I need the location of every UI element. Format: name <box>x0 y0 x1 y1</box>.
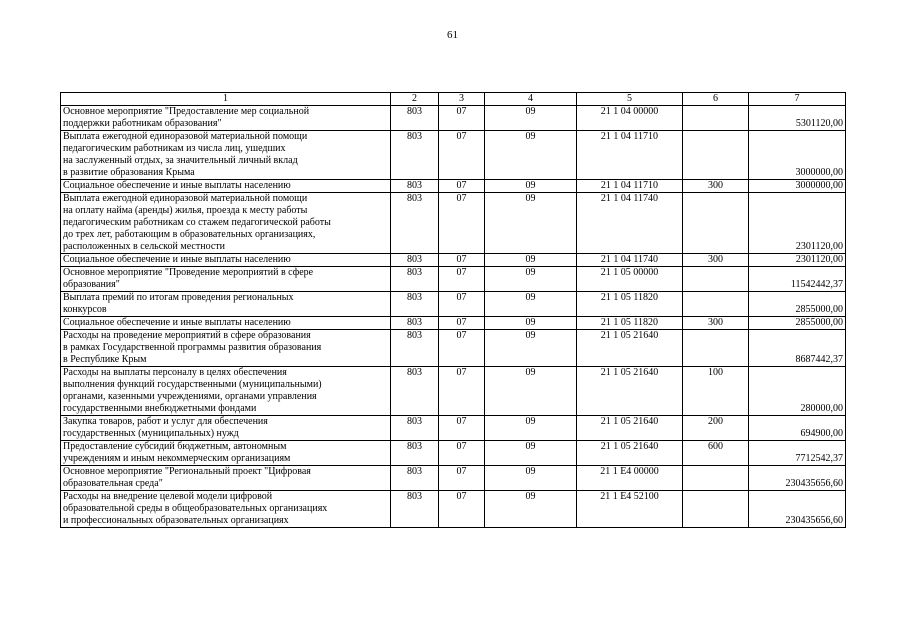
table-row <box>61 491 846 528</box>
row-description: Выплата премий по итогам проведения региональных конкурсов <box>61 292 391 317</box>
amount: 2301120,00 <box>749 193 846 254</box>
expense-type-code <box>683 466 749 491</box>
target-article-code: 21 1 04 11740 <box>577 193 683 254</box>
table-row <box>61 106 846 131</box>
section-code: 07 <box>439 106 485 131</box>
ministry-code: 803 <box>391 367 439 416</box>
header-row <box>61 93 846 106</box>
table-row <box>61 367 846 416</box>
row-description: Предоставление субсидий бюджетным, автономным учреждениям и иным некоммерческим организациям <box>61 441 391 466</box>
expense-type-code <box>683 267 749 292</box>
header-cell: 5 <box>577 93 683 106</box>
ministry-code: 803 <box>391 416 439 441</box>
expense-type-code <box>683 292 749 317</box>
amount: 280000,00 <box>749 367 846 416</box>
table-row <box>61 254 846 267</box>
target-article-code: 21 1 05 21640 <box>577 367 683 416</box>
subsection-code: 09 <box>485 491 577 528</box>
expense-type-code: 600 <box>683 441 749 466</box>
row-description: Основное мероприятие "Предоставление мер социальной поддержки работникам образования" <box>61 106 391 131</box>
header-cell: 2 <box>391 93 439 106</box>
section-code: 07 <box>439 292 485 317</box>
target-article-code: 21 1 05 11820 <box>577 317 683 330</box>
expense-type-code <box>683 131 749 180</box>
target-article-code: 21 1 04 11740 <box>577 254 683 267</box>
header-cell: 7 <box>749 93 846 106</box>
target-article-code: 21 1 E4 52100 <box>577 491 683 528</box>
row-description: Основное мероприятие "Проведение мероприятий в сфере образования" <box>61 267 391 292</box>
section-code: 07 <box>439 330 485 367</box>
table-row <box>61 416 846 441</box>
section-code: 07 <box>439 416 485 441</box>
subsection-code: 09 <box>485 254 577 267</box>
target-article-code: 21 1 04 00000 <box>577 106 683 131</box>
target-article-code: 21 1 04 11710 <box>577 180 683 193</box>
amount: 2301120,00 <box>749 254 846 267</box>
table-row <box>61 131 846 180</box>
table-row <box>61 317 846 330</box>
row-description: Закупка товаров, работ и услуг для обеспечения государственных (муниципальных) нужд <box>61 416 391 441</box>
amount: 5301120,00 <box>749 106 846 131</box>
amount: 2855000,00 <box>749 317 846 330</box>
page-number: 61 <box>447 29 458 41</box>
expense-type-code <box>683 491 749 528</box>
amount: 3000000,00 <box>749 131 846 180</box>
row-description: Расходы на внедрение целевой модели цифровой образовательной среды в общеобразовательных организациях и профессиональных образовательных организациях <box>61 491 391 528</box>
section-code: 07 <box>439 491 485 528</box>
target-article-code: 21 1 05 21640 <box>577 441 683 466</box>
ministry-code: 803 <box>391 131 439 180</box>
section-code: 07 <box>439 131 485 180</box>
section-code: 07 <box>439 193 485 254</box>
amount: 2855000,00 <box>749 292 846 317</box>
table-row <box>61 292 846 317</box>
section-code: 07 <box>439 254 485 267</box>
subsection-code: 09 <box>485 267 577 292</box>
subsection-code: 09 <box>485 416 577 441</box>
row-description: Расходы на проведение мероприятий в сфере образования в рамках Государственной программы развития образования в Республике Крым <box>61 330 391 367</box>
table-row <box>61 193 846 254</box>
table-row <box>61 441 846 466</box>
table-body <box>61 93 846 528</box>
subsection-code: 09 <box>485 193 577 254</box>
ministry-code: 803 <box>391 491 439 528</box>
target-article-code: 21 1 05 00000 <box>577 267 683 292</box>
section-code: 07 <box>439 317 485 330</box>
section-code: 07 <box>439 466 485 491</box>
expense-type-code: 300 <box>683 317 749 330</box>
amount: 230435656,60 <box>749 491 846 528</box>
subsection-code: 09 <box>485 441 577 466</box>
ministry-code: 803 <box>391 106 439 131</box>
expense-type-code: 300 <box>683 254 749 267</box>
table-row <box>61 466 846 491</box>
ministry-code: 803 <box>391 193 439 254</box>
ministry-code: 803 <box>391 267 439 292</box>
amount: 230435656,60 <box>749 466 846 491</box>
header-cell: 1 <box>61 93 391 106</box>
ministry-code: 803 <box>391 466 439 491</box>
amount: 8687442,37 <box>749 330 846 367</box>
subsection-code: 09 <box>485 330 577 367</box>
subsection-code: 09 <box>485 131 577 180</box>
expense-type-code: 300 <box>683 180 749 193</box>
expense-type-code <box>683 106 749 131</box>
target-article-code: 21 1 05 11820 <box>577 292 683 317</box>
header-cell: 6 <box>683 93 749 106</box>
ministry-code: 803 <box>391 180 439 193</box>
budget-table <box>60 92 846 528</box>
header-cell: 4 <box>485 93 577 106</box>
expense-type-code: 200 <box>683 416 749 441</box>
row-description: Выплата ежегодной единоразовой материальной помощи педагогическим работникам из числа лиц, ушедших на заслуженный отдых, за значительный личный вклад в развитие образования Крыма <box>61 131 391 180</box>
section-code: 07 <box>439 441 485 466</box>
row-description: Выплата ежегодной единоразовой материальной помощи на оплату найма (аренды) жилья, проезда к месту работы педагогическим работникам со стажем педагогической работы до трех лет, работающим в образовательных организациях, расположенных в сельской местности <box>61 193 391 254</box>
subsection-code: 09 <box>485 292 577 317</box>
subsection-code: 09 <box>485 367 577 416</box>
row-description: Социальное обеспечение и иные выплаты населению <box>61 317 391 330</box>
row-description: Социальное обеспечение и иные выплаты населению <box>61 254 391 267</box>
amount: 3000000,00 <box>749 180 846 193</box>
subsection-code: 09 <box>485 180 577 193</box>
ministry-code: 803 <box>391 441 439 466</box>
table-row <box>61 330 846 367</box>
expense-type-code <box>683 193 749 254</box>
ministry-code: 803 <box>391 292 439 317</box>
section-code: 07 <box>439 367 485 416</box>
ministry-code: 803 <box>391 254 439 267</box>
amount: 694900,00 <box>749 416 846 441</box>
target-article-code: 21 1 04 11710 <box>577 131 683 180</box>
target-article-code: 21 1 05 21640 <box>577 330 683 367</box>
row-description: Расходы на выплаты персоналу в целях обеспечения выполнения функций государственными (муниципальными) органами, казенными учреждениями, органами управления государственными внебюджетными фондами <box>61 367 391 416</box>
expense-type-code: 100 <box>683 367 749 416</box>
target-article-code: 21 1 E4 00000 <box>577 466 683 491</box>
ministry-code: 803 <box>391 317 439 330</box>
amount: 7712542,37 <box>749 441 846 466</box>
ministry-code: 803 <box>391 330 439 367</box>
subsection-code: 09 <box>485 466 577 491</box>
target-article-code: 21 1 05 21640 <box>577 416 683 441</box>
amount: 11542442,37 <box>749 267 846 292</box>
table-row <box>61 267 846 292</box>
subsection-code: 09 <box>485 106 577 131</box>
row-description: Основное мероприятие "Региональный проект "Цифровая образовательная среда" <box>61 466 391 491</box>
subsection-code: 09 <box>485 317 577 330</box>
section-code: 07 <box>439 267 485 292</box>
header-cell: 3 <box>439 93 485 106</box>
table-row <box>61 180 846 193</box>
row-description: Социальное обеспечение и иные выплаты населению <box>61 180 391 193</box>
section-code: 07 <box>439 180 485 193</box>
expense-type-code <box>683 330 749 367</box>
